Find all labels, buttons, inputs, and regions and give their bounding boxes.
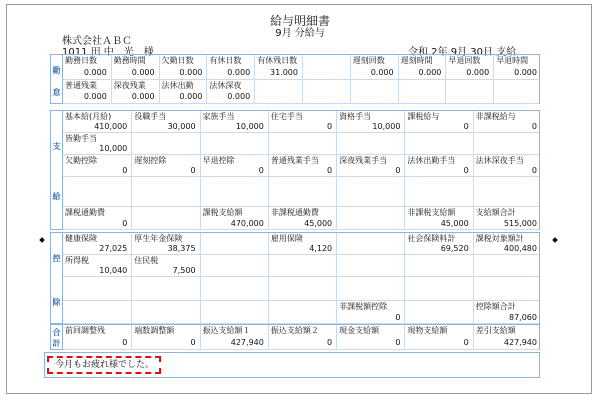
attendance-cell <box>206 80 254 104</box>
payments-label: 非課税支給額 <box>407 208 456 217</box>
totals-tag-2: 計 <box>52 339 61 348</box>
deductions-cell <box>336 277 404 301</box>
attendance-cell <box>302 80 350 104</box>
attendance-cell <box>445 55 493 80</box>
attendance-value: 0.000 <box>514 68 537 77</box>
deductions-cell <box>336 233 404 255</box>
payments-value: 410,000 <box>94 122 128 131</box>
deductions-cell <box>63 301 131 324</box>
attendance-cell <box>350 55 398 80</box>
payments-label: 非課税通勤費 <box>270 208 319 217</box>
attendance-cell <box>445 80 493 104</box>
payments-cell <box>268 111 336 133</box>
payments-label: 資格手当 <box>339 112 372 121</box>
payments-label: 課税給与 <box>407 112 440 121</box>
deductions-tag <box>51 233 63 323</box>
deductions-label: 健康保険 <box>65 234 97 243</box>
deductions-value: 0 <box>395 313 401 322</box>
totals-row <box>63 325 539 350</box>
totals-label: 振込支給額２ <box>270 326 319 335</box>
totals-value: 427,940 <box>230 338 264 347</box>
totals-value: 0 <box>190 338 196 347</box>
payments-cell <box>268 207 336 230</box>
payments-value: 10,000 <box>372 122 401 131</box>
payments-value: 0 <box>122 166 128 175</box>
deductions-label: 非課税額控除 <box>339 302 388 311</box>
payments-cell <box>268 155 336 177</box>
pay-date: 令和 2年 9月 30日 支給 <box>408 47 517 58</box>
totals-label: 振込支給額１ <box>202 326 251 335</box>
document-title: 給与明細書 <box>269 14 330 28</box>
attendance-tag <box>51 55 63 103</box>
totals-cell <box>404 325 472 350</box>
attendance-cell <box>159 55 207 80</box>
deductions-cell <box>131 255 199 277</box>
attendance-cell <box>254 80 302 104</box>
payments-cell <box>63 155 131 177</box>
totals-value: 0 <box>327 338 333 347</box>
deductions-label: 課税対象額計 <box>475 234 524 243</box>
payments-cell <box>200 207 268 230</box>
attendance-row <box>63 80 539 104</box>
deductions-label: 住民税 <box>134 256 159 265</box>
payments-label: 非課税給与 <box>475 112 516 121</box>
payments-cell <box>473 133 541 155</box>
payments-cell <box>473 111 541 133</box>
deductions-row <box>63 301 539 324</box>
payments-cell <box>336 155 404 177</box>
deductions-cell <box>404 255 472 277</box>
deductions-label: 雇用保険 <box>270 234 303 243</box>
payments-section <box>50 110 540 230</box>
payments-value: 30,000 <box>167 122 196 131</box>
deductions-cell <box>63 277 131 301</box>
employee-name: 1011 田 中 光 様 <box>62 47 154 58</box>
payments-cell <box>404 111 472 133</box>
payments-cell <box>268 177 336 207</box>
deductions-cell <box>200 255 268 277</box>
payments-cell <box>63 207 131 230</box>
payments-value: 0 <box>463 122 469 131</box>
payments-cell <box>336 133 404 155</box>
payments-row <box>63 177 539 207</box>
deductions-label: 所得税 <box>65 256 89 265</box>
attendance-cell <box>206 55 254 80</box>
payments-value: 470,000 <box>230 219 264 228</box>
payments-label: 課税支給額 <box>202 208 243 217</box>
totals-value: 0 <box>395 338 401 347</box>
payments-cell <box>200 155 268 177</box>
deductions-row <box>63 255 539 277</box>
payments-label: 遅刻控除 <box>134 156 167 165</box>
attendance-section <box>50 54 540 104</box>
attendance-label: 遅刻回数 <box>352 56 385 65</box>
payments-cell <box>404 133 472 155</box>
totals-cell <box>336 325 404 350</box>
deductions-label: 控除額合計 <box>475 302 516 311</box>
deductions-row <box>63 277 539 301</box>
payments-value: 0 <box>258 166 264 175</box>
attendance-cell <box>111 55 159 80</box>
deductions-cell <box>404 233 472 255</box>
payments-row <box>63 207 539 230</box>
attendance-label: 法休深夜 <box>209 81 242 90</box>
attendance-cell <box>254 55 302 80</box>
totals-cell <box>473 325 541 350</box>
attendance-cell <box>493 55 541 80</box>
payments-cell <box>336 207 404 230</box>
attendance-tag-2: 怠 <box>52 88 61 97</box>
payments-tag <box>51 111 63 229</box>
payments-value: 0 <box>327 122 333 131</box>
attendance-value: 0.000 <box>227 92 251 101</box>
deductions-cell <box>200 301 268 324</box>
deductions-value: 69,520 <box>440 244 469 253</box>
attendance-label: 遅刻時間 <box>400 56 433 65</box>
payments-cell <box>268 133 336 155</box>
attendance-label: 勤務日数 <box>65 56 97 65</box>
payments-tag-2: 給 <box>52 192 61 201</box>
payments-value: 0 <box>327 166 333 175</box>
payments-label: 欠勤控除 <box>65 156 97 165</box>
message-note: 今月もお疲れ様でした。 <box>47 356 161 374</box>
deductions-cell <box>336 301 404 324</box>
payments-cell <box>473 207 541 230</box>
deductions-tag-1: 控 <box>52 254 61 263</box>
payments-cell <box>131 133 199 155</box>
attendance-cell <box>302 55 350 80</box>
totals-cell <box>131 325 199 350</box>
payments-cell <box>336 177 404 207</box>
deductions-cell <box>63 255 131 277</box>
payments-cell <box>63 177 131 207</box>
payments-label: 深夜残業手当 <box>339 156 388 165</box>
attendance-label: 深夜残業 <box>113 81 146 90</box>
deductions-value: 10,040 <box>99 266 128 275</box>
payments-value: 515,000 <box>503 219 537 228</box>
attendance-cell <box>63 55 111 80</box>
totals-value: 427,940 <box>503 338 537 347</box>
payments-row <box>63 155 539 177</box>
payments-cell <box>63 133 131 155</box>
payments-label: 普通残業手当 <box>270 156 319 165</box>
attendance-label: 早退時間 <box>496 56 529 65</box>
payments-value: 0 <box>395 166 401 175</box>
payments-label: 法休出勤手当 <box>407 156 456 165</box>
attendance-label: 欠勤日数 <box>161 56 194 65</box>
deductions-section <box>50 232 540 324</box>
payments-value: 0 <box>531 122 537 131</box>
payments-cell <box>200 111 268 133</box>
totals-section <box>50 324 540 350</box>
attendance-value: 0.000 <box>466 68 490 77</box>
payments-value: 0 <box>190 166 196 175</box>
payments-value: 10,000 <box>99 144 128 153</box>
attendance-value: 31.000 <box>269 68 298 77</box>
payments-label: 家族手当 <box>202 112 235 121</box>
payments-cell <box>63 111 131 133</box>
attendance-value: 0.000 <box>131 92 155 101</box>
totals-tag-1: 合 <box>52 328 61 337</box>
payments-row <box>63 133 539 155</box>
attendance-cell <box>159 80 207 104</box>
payments-cell <box>131 207 199 230</box>
payments-label: 法休深夜手当 <box>475 156 524 165</box>
deductions-cell <box>404 301 472 324</box>
payments-value: 45,000 <box>440 219 469 228</box>
totals-label: 差引支給額 <box>475 326 516 335</box>
deductions-cell <box>131 277 199 301</box>
payments-value: 0 <box>531 166 537 175</box>
deductions-cell <box>268 301 336 324</box>
payments-cell <box>131 111 199 133</box>
payments-label: 住宅手当 <box>270 112 303 121</box>
deductions-cell <box>200 277 268 301</box>
deductions-cell <box>473 255 541 277</box>
attendance-value: 0.000 <box>131 68 155 77</box>
deductions-value: 4,120 <box>309 244 333 253</box>
attendance-value: 0.000 <box>370 68 394 77</box>
totals-cell <box>200 325 268 350</box>
deductions-cell <box>268 255 336 277</box>
deductions-cell <box>268 277 336 301</box>
payments-cell <box>336 111 404 133</box>
deductions-value: 87,060 <box>508 313 537 322</box>
deductions-cell <box>131 301 199 324</box>
totals-cell <box>268 325 336 350</box>
payments-label: 皆勤手当 <box>65 134 97 143</box>
deductions-cell <box>268 233 336 255</box>
payments-cell <box>404 177 472 207</box>
deductions-cell <box>404 277 472 301</box>
attendance-cell <box>398 55 446 80</box>
attendance-label: 勤務時間 <box>113 56 146 65</box>
deductions-cell <box>63 233 131 255</box>
company-name: 株式会社ＡＢＣ <box>62 36 132 47</box>
attendance-value: 0.000 <box>418 68 442 77</box>
attendance-cell <box>493 80 541 104</box>
payments-tag-1: 支 <box>52 142 61 151</box>
payments-label: 支給額合計 <box>475 208 516 217</box>
deductions-cell <box>473 301 541 324</box>
deductions-value: 400,480 <box>503 244 537 253</box>
payments-value: 10,000 <box>235 122 264 131</box>
deductions-cell <box>473 233 541 255</box>
attendance-label: 有休残日数 <box>257 56 298 65</box>
totals-label: 前回調整残 <box>65 326 105 335</box>
totals-label: 現金支給額 <box>339 326 380 335</box>
payments-cell <box>404 207 472 230</box>
totals-value: 0 <box>122 338 128 347</box>
attendance-cell <box>350 80 398 104</box>
payments-cell <box>473 177 541 207</box>
deductions-row <box>63 233 539 255</box>
totals-tag <box>51 325 63 349</box>
payments-cell <box>131 177 199 207</box>
attendance-label: 普通残業 <box>65 81 97 90</box>
attendance-value: 0.000 <box>83 92 107 101</box>
deductions-cell <box>131 233 199 255</box>
attendance-tag-1: 勤 <box>52 66 61 75</box>
payments-cell <box>131 155 199 177</box>
deductions-label: 厚生年金保険 <box>134 234 183 243</box>
payments-value: 0 <box>122 219 128 228</box>
deductions-cell <box>200 233 268 255</box>
payments-row <box>63 111 539 133</box>
attendance-cell <box>63 80 111 104</box>
deductions-cell <box>473 277 541 301</box>
deductions-value: 38,375 <box>167 244 196 253</box>
attendance-value: 0.000 <box>227 68 251 77</box>
totals-label: 現物支給額 <box>407 326 448 335</box>
deductions-value: 27,025 <box>99 244 128 253</box>
attendance-label: 早退回数 <box>448 56 481 65</box>
payments-label: 早退控除 <box>202 156 235 165</box>
deductions-tag-2: 除 <box>52 298 61 307</box>
deductions-label: 社会保険料計 <box>407 234 456 243</box>
deductions-value: 7,500 <box>172 266 196 275</box>
attendance-value: 0.000 <box>83 68 107 77</box>
payments-cell <box>200 177 268 207</box>
payments-cell <box>473 155 541 177</box>
attendance-label: 法休出勤 <box>161 81 194 90</box>
attendance-row <box>63 55 539 80</box>
pay-period: 9月 分給与 <box>275 28 325 39</box>
payments-label: 課税通勤費 <box>65 208 105 217</box>
totals-label: 端数調整額 <box>134 326 175 335</box>
attendance-label: 有休日数 <box>209 56 242 65</box>
attendance-cell <box>111 80 159 104</box>
attendance-cell <box>398 80 446 104</box>
payments-value: 45,000 <box>304 219 333 228</box>
totals-cell <box>63 325 131 350</box>
deductions-cell <box>336 255 404 277</box>
payments-label: 役職手当 <box>134 112 167 121</box>
payments-value: 0 <box>463 166 469 175</box>
attendance-value: 0.000 <box>179 92 203 101</box>
totals-value: 0 <box>463 338 469 347</box>
payments-cell <box>404 155 472 177</box>
payments-label: 基本給(月給) <box>65 112 112 121</box>
attendance-value: 0.000 <box>179 68 203 77</box>
payments-cell <box>200 133 268 155</box>
